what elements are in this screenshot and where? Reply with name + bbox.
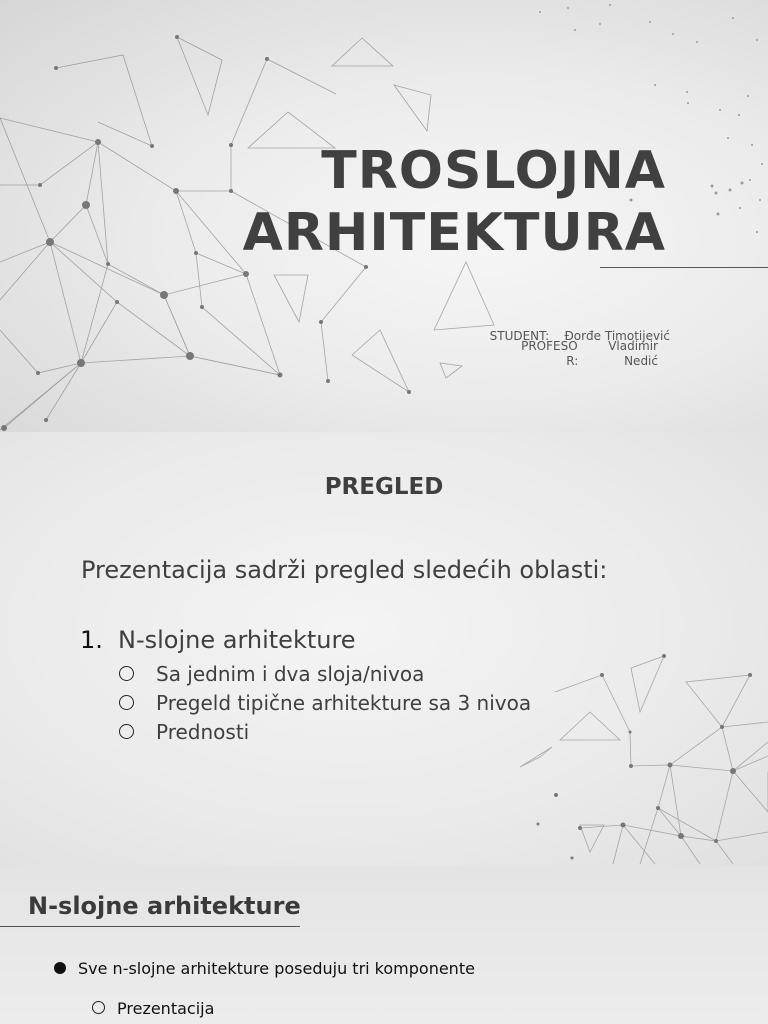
- heading-divider: [0, 926, 300, 927]
- professor-name-part2: Nedić: [624, 354, 658, 368]
- intro-text: Prezentacija sadrži pregled sledećih oblasti:: [81, 556, 608, 584]
- slide-heading: PREGLED: [324, 474, 444, 500]
- title-divider: [600, 267, 768, 268]
- student-name: Đorđe Timotijević: [564, 329, 670, 343]
- title-line-1: TROSLOJNA: [321, 141, 666, 201]
- bullet-text: Sve n-slojne arhitekture poseduju tri komponente: [78, 959, 475, 978]
- hollow-bullet-icon: [119, 695, 134, 710]
- numbered-list-item: [80, 626, 356, 654]
- student-label: STUDENT:: [489, 329, 550, 343]
- hollow-bullet-icon: [92, 1001, 105, 1014]
- sub-list-item: [119, 720, 249, 744]
- overview-slide: [0, 432, 768, 866]
- professor-label-part2: R:: [566, 354, 579, 368]
- sub-list-item-text: Sa jednim i dva sloja/nivoa: [156, 662, 425, 686]
- list-number: 1.: [80, 626, 103, 654]
- professor-name-part1: Vladimir: [608, 339, 658, 353]
- professor-label-part1: PROFESO: [521, 339, 578, 353]
- list-item-text: N-slojne arhitekture: [118, 626, 356, 654]
- hollow-bullet-icon: [119, 666, 134, 681]
- title-slide: [0, 0, 768, 432]
- slide-heading: N-slojne arhitekture: [28, 892, 301, 920]
- sub-bullet-item: [92, 999, 214, 1018]
- filled-bullet-icon: [54, 962, 66, 974]
- sub-list-item-text: Pregeld tipične arhitekture sa 3 nivoa: [156, 691, 532, 715]
- sub-bullet-text: Prezentacija: [117, 999, 215, 1018]
- sub-list-item: [119, 662, 424, 686]
- title-line-2: ARHITEKTURA: [242, 203, 666, 263]
- content-slide: [0, 866, 768, 1024]
- hollow-bullet-icon: [119, 724, 134, 739]
- presentation-title: [243, 140, 666, 264]
- bullet-item: [54, 959, 475, 978]
- sub-list-item-text: Prednosti: [156, 720, 250, 744]
- sub-list-item: [119, 691, 531, 715]
